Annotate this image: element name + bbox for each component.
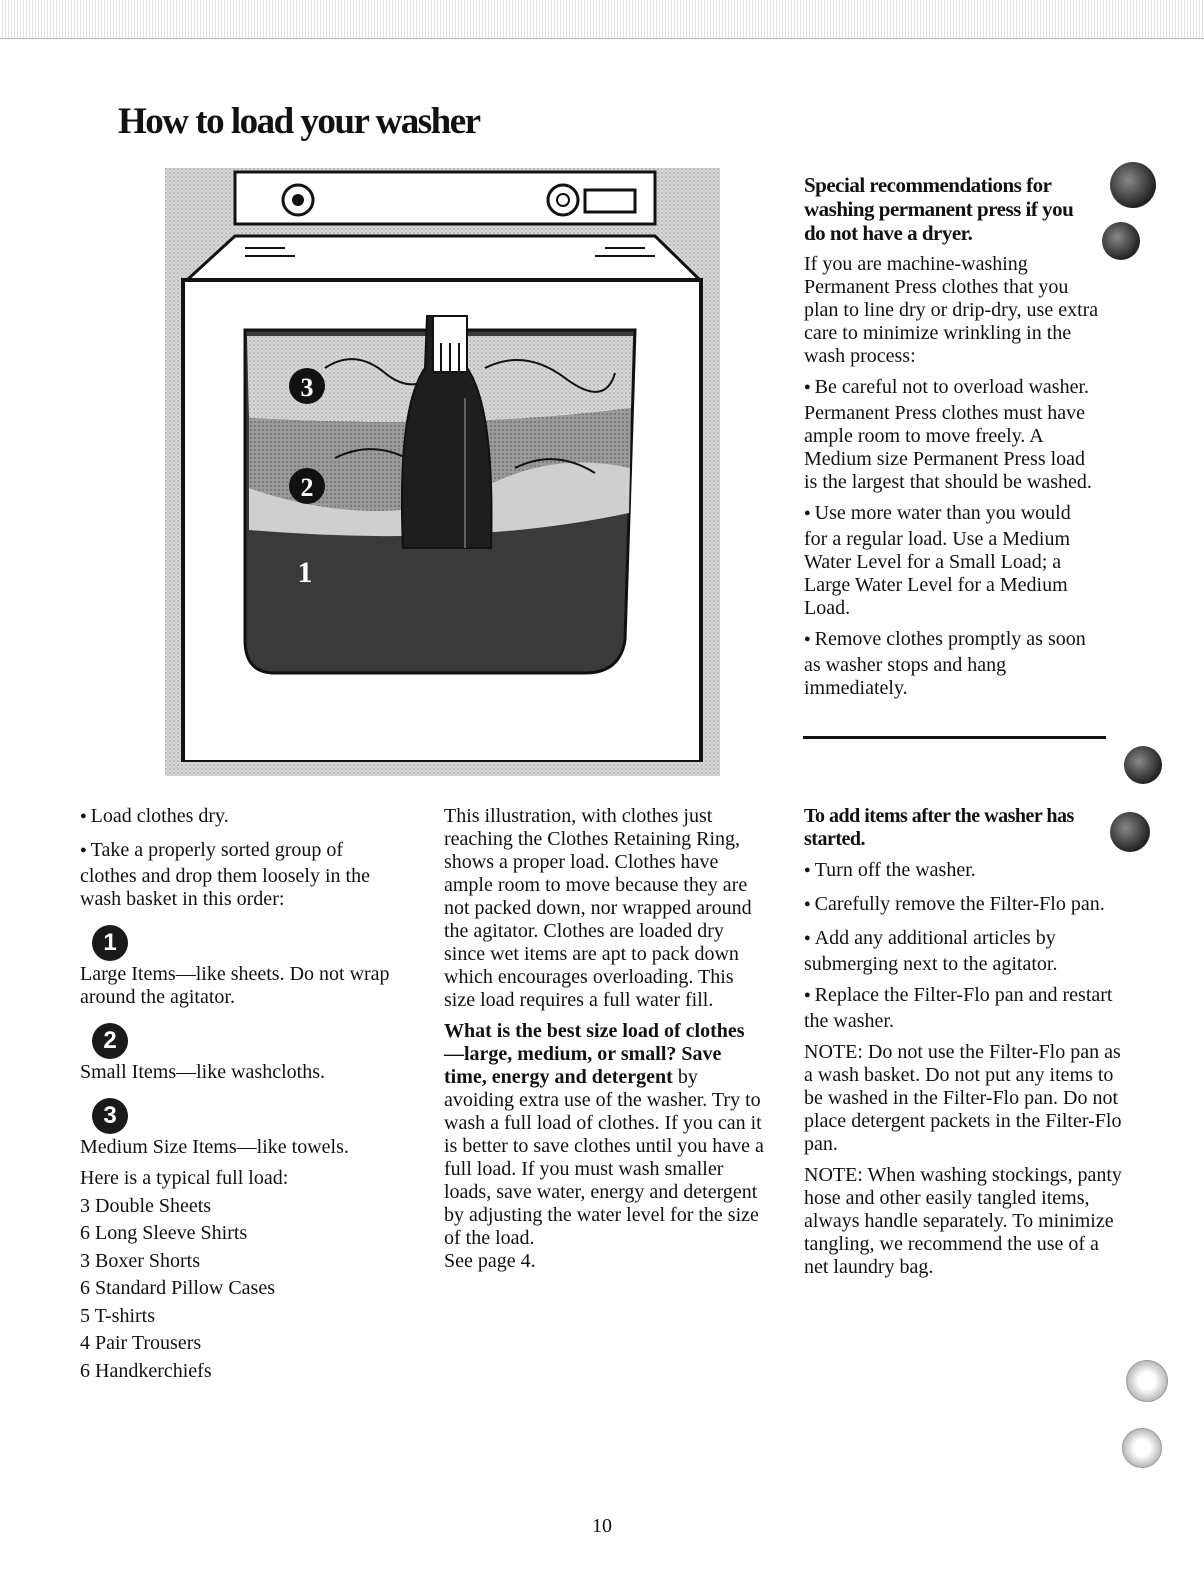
add-items-bullet-2: ● Carefully remove the Filter-Flo pan.: [804, 893, 1124, 919]
left-bullet-2: ● Take a properly sorted group of clothes and drop them loosely in the wash basket in this order:: [80, 839, 400, 911]
indicator-window: [585, 190, 635, 212]
load-item: 3 Double Sheets: [80, 1194, 212, 1217]
see-page-reference: See page 4.: [444, 1250, 536, 1272]
load-item: 3 Boxer Shorts: [80, 1249, 200, 1272]
load-item: 5 T-shirts: [80, 1304, 156, 1327]
special-bullet-1: ● Be careful not to overload washer. Permanent Press clothes must have ample room to move freely. A Medium size Permanent Press load is the largest that should be washed.: [804, 376, 1099, 494]
load-item: 6 Handkerchiefs: [80, 1359, 212, 1382]
page-number: 10: [592, 1515, 612, 1537]
scan-edge: [0, 0, 1204, 39]
section-divider: [803, 736, 1106, 739]
load-item: 6 Long Sleeve Shirts: [80, 1222, 248, 1244]
special-heading: Special recommendations for washing permanent press if you do not have a dryer.: [804, 173, 1074, 245]
load-intro: Here is a typical full load:: [80, 1167, 289, 1189]
add-items-bullet-3: ● Add any additional articles by submerging next to the agitator.: [804, 927, 1124, 976]
margin-dot: [1102, 222, 1140, 260]
illustration-paragraph: This illustration, with clothes just reaching the Clothes Retaining Ring, shows a proper load. Clothes have ample room to move because they are not packed down, nor wrapped around the agitator. Clothes are loaded dry since wet items are apt to pack down which encourages overloading. This size load requires a full water fill.: [444, 805, 752, 1011]
add-items-section: [804, 805, 1124, 1287]
level-1-label: 1: [297, 556, 313, 589]
left-bullet-1: ● Load clothes dry.: [80, 805, 400, 831]
loading-instructions: [80, 805, 400, 1385]
special-bullet-2: ● Use more water than you would for a regular load. Use a Medium Water Level for a Small Load; a Large Water Level for a Medium Load.: [804, 502, 1099, 620]
note-stockings: NOTE: When washing stockings, panty hose and other easily tangled items, always handle separately. To minimize tangling, we recommend the use of a net laundry bag.: [804, 1164, 1122, 1278]
step-2-badge: 2: [92, 1023, 128, 1059]
margin-dot: [1110, 162, 1156, 208]
step-1-badge: 1: [92, 925, 128, 961]
illustration-explanation: [444, 805, 764, 1273]
load-item: 6 Standard Pillow Cases: [80, 1277, 275, 1299]
margin-dot: [1124, 746, 1162, 784]
add-items-heading: To add items after the washer has started.: [804, 805, 1074, 850]
binder-hole: [1126, 1360, 1168, 1402]
step-3-text: Medium Size Items—like towels.: [80, 1136, 349, 1158]
special-bullet-3: ● Remove clothes promptly as soon as washer stops and hang immediately.: [804, 628, 1099, 700]
special-intro: If you are machine-washing Permanent Press clothes that you plan to line dry or drip-dry, use extra care to minimize wrinkling in the wash process:: [804, 253, 1099, 367]
best-size-paragraph: [444, 1020, 764, 1250]
step-3-badge: 3: [92, 1098, 128, 1134]
step-1-text: Large Items—like sheets. Do not wrap around the agitator.: [80, 963, 390, 1008]
step-2-text: Small Items—like washcloths.: [80, 1061, 325, 1083]
typical-load-list: [80, 1165, 400, 1385]
add-items-bullet-1: ● Turn off the washer.: [804, 859, 1124, 885]
load-item: 4 Pair Trousers: [80, 1332, 202, 1354]
best-size-question: What is the best size load of clothes—large, medium, or small? Save time, energy and detergent: [444, 1020, 745, 1088]
level-2-label: 2: [300, 473, 314, 502]
page-title: How to load your washer: [118, 101, 480, 142]
washer-illustration: [165, 168, 720, 776]
special-recommendations: [804, 173, 1099, 708]
add-items-bullet-4: ● Replace the Filter-Flo pan and restart the washer.: [804, 984, 1124, 1033]
binder-hole: [1122, 1428, 1162, 1468]
note-filter-flo: NOTE: Do not use the Filter-Flo pan as a wash basket. Do not put any items to be washed in the Filter-Flo pan. Do not place detergent packets in the Filter-Flo pan.: [804, 1041, 1122, 1155]
best-size-answer: by avoiding extra use of the washer. Try to wash a full load of clothes. If you can it is better to save clothes until you have a full load. If you must wash smaller loads, save water, energy and detergent by adjusting the water level for the size of the load.: [444, 1066, 764, 1249]
level-3-label: 3: [300, 373, 314, 402]
